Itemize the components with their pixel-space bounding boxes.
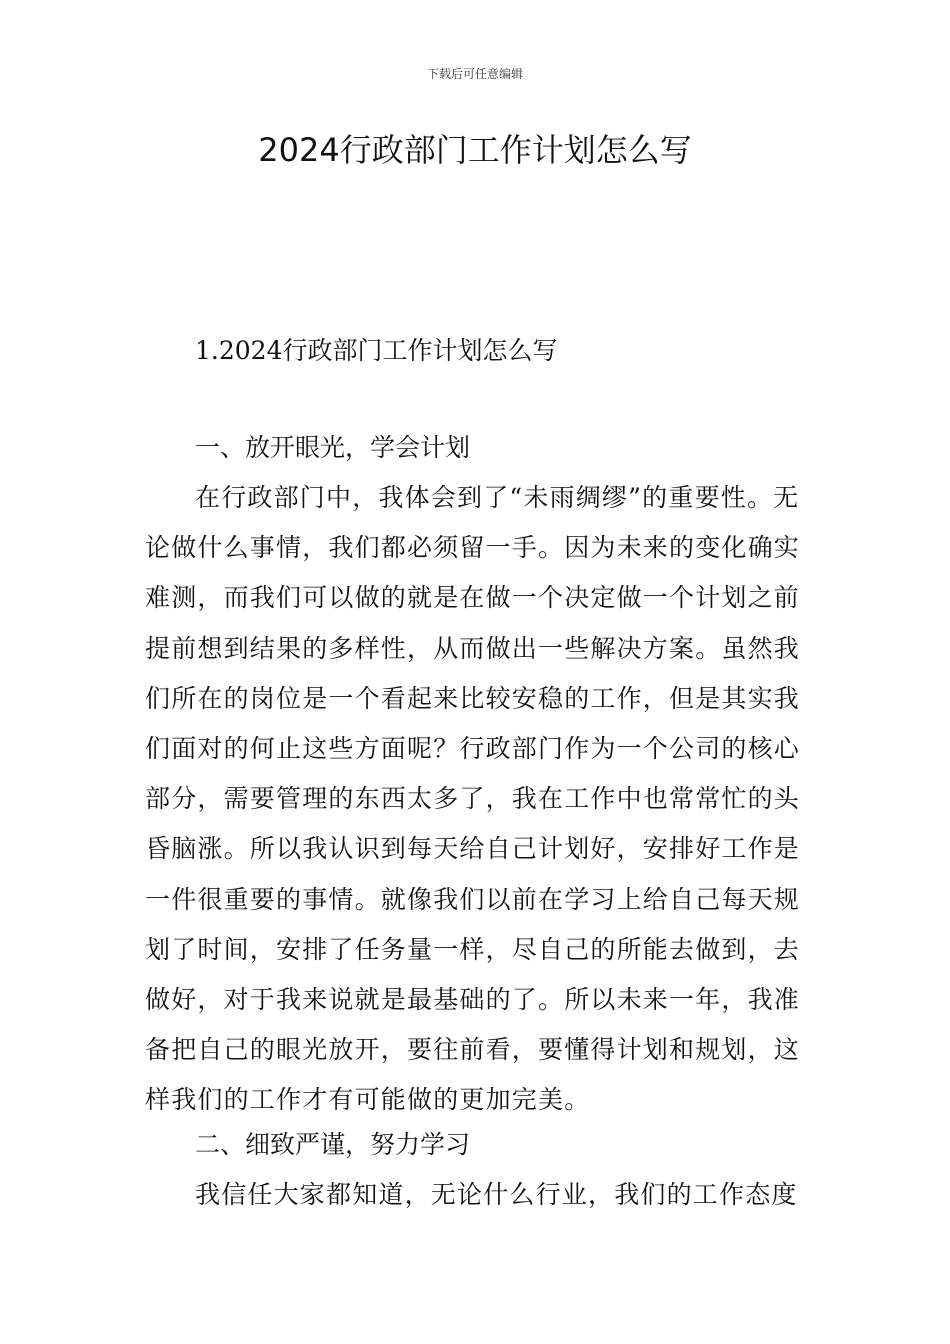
- section-paragraph-2: 我信任大家都知道，无论什么行业，我们的工作态度: [195, 1180, 798, 1209]
- section-subtitle: 1.2024行政部门工作计划怎么写: [195, 336, 558, 365]
- section-paragraph-1: 在行政部门中，我体会到了“未雨绸缪”的重要性。无论做什么事情，我们都必须留一手。因为未来的变化确实难测，而我们可以做的就是在做一个决定做一个计划之前提前想到结果的多样性，从而做出一些解决方案。虽然我们所在的岗位是一个看起来比较安稳的工作，但是其实我们面对的何止这些方面呢？行政部门作为一个公司的核心部分，需要管理的东西太多了，我在工作中也常常忙的头昏脑涨。所以我认识到每天给自己计划好，安排好工作是一件很重要的事情。就像我们以前在学习上给自己每天规划了时间，安排了任务量一样，尽自己的所能去做到，去做好，对于我来说就是最基础的了。所以未来一年，我准备把自己的眼光放开，要往前看，要懂得计划和规划，这样我们的工作才有可能做的更加完美。: [145, 483, 801, 1115]
- section-heading-1: 一、放开眼光，学会计划: [195, 433, 471, 462]
- document-title: 2024行政部门工作计划怎么写: [258, 131, 692, 169]
- section-heading-2: 二、细致严谨，努力学习: [195, 1130, 471, 1159]
- header-note: 下载后可任意编辑: [426, 67, 523, 81]
